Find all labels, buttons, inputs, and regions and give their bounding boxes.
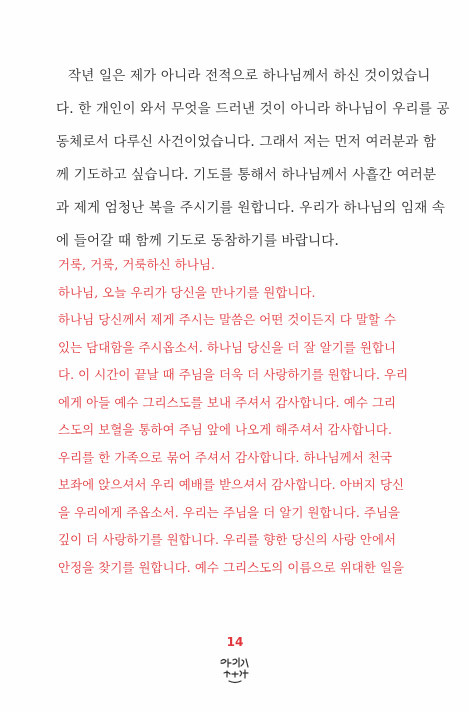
- prayer-line: 을 우리에게 주옵소서. 우리는 주님을 더 알기 원합니다. 주님을: [58, 504, 401, 520]
- prayer-block: [58, 251, 438, 581]
- prayer-line: 에게 아들 예수 그리스도를 보내 주셔서 감사합니다. 예수 그리: [58, 394, 397, 410]
- prayer-line: 깊이 더 사랑하기를 원합니다. 우리를 향한 당신의 사랑 안에서: [58, 532, 397, 547]
- body-line: 께 기도하고 싶습니다. 기도를 통해서 하나님께서 사흘간 여러분: [56, 167, 437, 183]
- body-line: 에 들어갈 때 함께 기도로 동참하기를 바랍니다.: [56, 233, 340, 249]
- prayer-line: 스도의 보혈을 통하여 주님 앞에 나오게 해주셔서 감사합니다.: [58, 422, 393, 437]
- body-line: 작년 일은 제가 아니라 전적으로 하나님께서 하신 것이었습니: [68, 68, 431, 84]
- prayer-line: 거룩, 거룩, 거룩하신 하나님.: [58, 257, 215, 272]
- page-footer: [0, 633, 470, 699]
- prayer-line: 있는 담대함을 주시옵소서. 하나님 당신을 더 잘 알기를 원합니: [58, 339, 397, 355]
- prayer-line: 다. 이 시간이 끝날 때 주님을 더욱 더 사랑하기를 원합니다. 우리: [58, 367, 409, 382]
- prayer-line: 안정을 찾기를 원합니다. 예수 그리스도의 이름으로 위대한 일을: [58, 559, 405, 575]
- body-line: 동체로서 다루신 사건이었습니다. 그래서 저는 먼저 여러분과 함: [56, 134, 437, 150]
- body-paragraph: [56, 60, 450, 258]
- prayer-line: 하나님, 오늘 우리가 당신을 만나기를 원합니다.: [58, 284, 316, 300]
- page-number: 14: [226, 635, 244, 649]
- book-title-logo-icon: [215, 655, 255, 699]
- prayer-line: 하나님 당신께서 제게 주시는 말씀은 어떤 것이든지 다 말할 수: [58, 312, 397, 327]
- prayer-line: 우리를 한 가족으로 묶어 주셔서 감사합니다. 하나님께서 천국: [58, 449, 393, 465]
- prayer-line: 보좌에 앉으셔서 우리 예배를 받으셔서 감사합니다. 아버지 당신: [58, 477, 405, 492]
- body-line: 다. 한 개인이 와서 무엇을 드러낸 것이 아니라 하나님이 우리를 공: [56, 101, 450, 117]
- body-line: 과 제게 엄청난 복을 주시기를 원합니다. 우리가 하나님의 임재 속: [56, 200, 446, 216]
